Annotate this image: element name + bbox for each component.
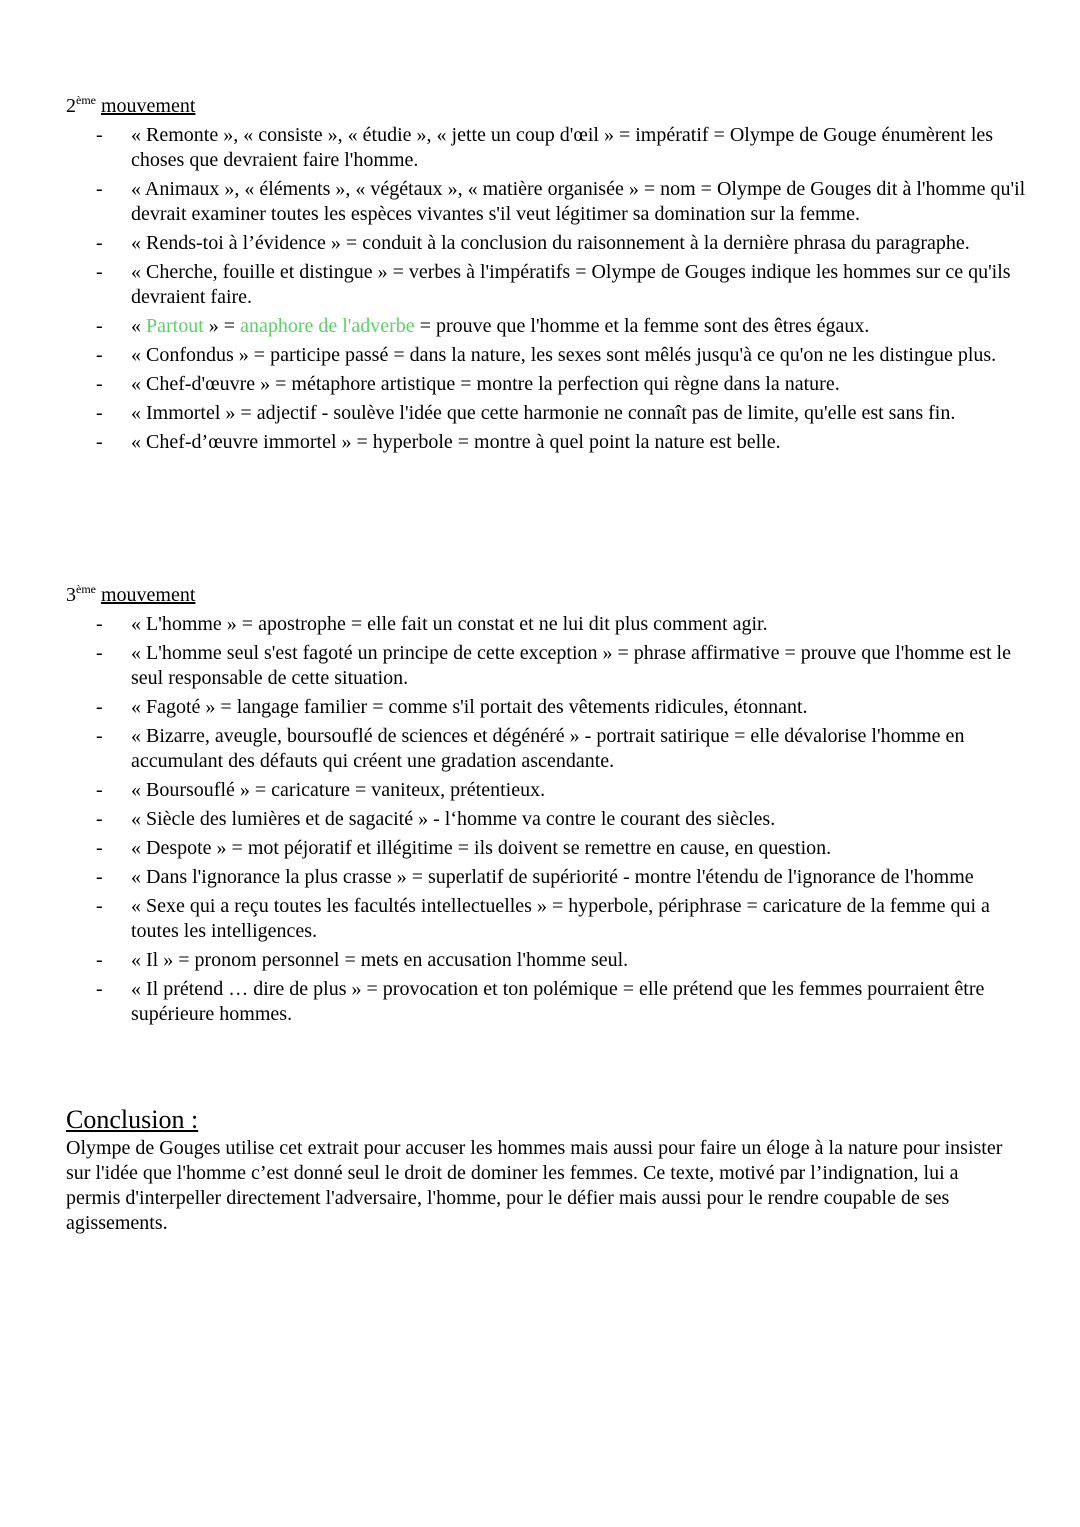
movement-2-section: [66, 94, 1026, 459]
list-item: [66, 724, 1026, 774]
list-item-text: « Remonte », « consiste », « étudie », « jette un coup d'œil » = impératif = Olympe de Gouge énumèrent les choses que devraient faire l'homme.: [131, 124, 994, 171]
list-item-text: « L'homme seul s'est fagoté un principe de cette exception » = phrase affirmative = prouve que l'homme est le seul responsable de cette situation.: [131, 642, 1011, 689]
bullet-dash: -: [96, 344, 103, 366]
list-item-text: « Confondus » = participe passé = dans la nature, les sexes sont mêlés jusqu'à ce qu'on ne les distingue plus.: [131, 344, 997, 366]
movement-3-ordinal: 3: [66, 584, 76, 606]
bullet-dash: -: [96, 808, 103, 830]
list-item: [66, 977, 1026, 1027]
bullet-dash: -: [96, 696, 103, 718]
bullet-dash: -: [96, 613, 103, 635]
text-segment: «: [131, 315, 146, 337]
list-item: [66, 948, 1026, 973]
bullet-dash: -: [96, 124, 103, 146]
list-item-text: « Chef-d’œuvre immortel » = hyperbole = montre à quel point la nature est belle.: [131, 431, 781, 453]
list-item-text: « Boursouflé » = caricature = vaniteux, prétentieux.: [131, 779, 546, 801]
list-item-text: « Sexe qui a reçu toutes les facultés intellectuelles » = hyperbole, périphrase = caricature de la femme qui a toutes les intelligences.: [131, 895, 990, 942]
list-item: [66, 865, 1026, 890]
text-segment: » =: [203, 315, 241, 337]
list-item: [66, 260, 1026, 310]
list-item-text: « Il prétend … dire de plus » = provocation et ton polémique = elle prétend que les femmes pourraient être supérieure hommes.: [131, 978, 985, 1025]
bullet-dash: -: [96, 779, 103, 801]
bullet-dash: -: [96, 642, 103, 664]
bullet-dash: -: [96, 431, 103, 453]
list-item: [66, 231, 1026, 256]
movement-2-list: [66, 123, 1026, 455]
highlighted-phrase: anaphore de l'adverbe: [240, 315, 415, 337]
list-item: [66, 177, 1026, 227]
list-item: [66, 401, 1026, 426]
bullet-dash: -: [96, 402, 103, 424]
list-item: [66, 807, 1026, 832]
list-item-text: [131, 315, 869, 337]
bullet-dash: -: [96, 866, 103, 888]
list-item-text: « Siècle des lumières et de sagacité » - l‘homme va contre le courant des siècles.: [131, 808, 776, 830]
list-item-text: « Dans l'ignorance la plus crasse » = superlatif de supériorité - montre l'étendu de l'ignorance de l'homme: [131, 866, 974, 888]
list-item-text: « Despote » = mot péjoratif et illégitime = ils doivent se remettre en cause, en question.: [131, 837, 832, 859]
list-item-text: « Fagoté » = langage familier = comme s'il portait des vêtements ridicules, étonnant.: [131, 696, 808, 718]
list-item: [66, 894, 1026, 944]
list-item: [66, 778, 1026, 803]
list-item-text: « Chef-d'œuvre » = métaphore artistique = montre la perfection qui règne dans la nature.: [131, 373, 840, 395]
bullet-dash: -: [96, 837, 103, 859]
bullet-dash: -: [96, 373, 103, 395]
bullet-dash: -: [96, 725, 103, 747]
list-item-text: « Il » = pronom personnel = mets en accusation l'homme seul.: [131, 949, 629, 971]
list-item: [66, 836, 1026, 861]
movement-2-title: mouvement: [101, 95, 196, 117]
bullet-dash: -: [96, 978, 103, 1000]
movement-2-ordinal: 2: [66, 95, 76, 117]
movement-3-title: mouvement: [101, 584, 196, 606]
bullet-dash: -: [96, 178, 103, 200]
text-segment: = prouve que l'homme et la femme sont des êtres égaux.: [414, 315, 870, 337]
list-item: [66, 641, 1026, 691]
movement-3-heading: [66, 583, 1026, 608]
list-item: [66, 314, 1026, 339]
conclusion-body: Olympe de Gouges utilise cet extrait pour accuser les hommes mais aussi pour faire un éloge à la nature pour insister sur l'idée que l'homme c’est donné seul le droit de dominer les femmes. Ce texte, motivé par l’indignation, lui a permis d'interpeller directement l'adversaire, l'homme, pour le défier mais aussi pour le rendre coupable de ses agissements.: [66, 1137, 1003, 1234]
list-item-text: « Rends-toi à l’évidence » = conduit à la conclusion du raisonnement à la dernière phrasa du paragraphe.: [131, 232, 970, 254]
list-item: [66, 430, 1026, 455]
bullet-dash: -: [96, 232, 103, 254]
conclusion-title: Conclusion :: [66, 1105, 199, 1134]
list-item: [66, 123, 1026, 173]
list-item-text: « L'homme » = apostrophe = elle fait un constat et ne lui dit plus comment agir.: [131, 613, 768, 635]
bullet-dash: -: [96, 949, 103, 971]
movement-3-list: [66, 612, 1026, 1027]
list-item: [66, 612, 1026, 637]
movement-2-superscript: ème: [76, 93, 96, 107]
movement-3-section: [66, 583, 1026, 1031]
bullet-dash: -: [96, 895, 103, 917]
bullet-dash: -: [96, 315, 103, 337]
highlighted-word: Partout: [146, 315, 204, 337]
list-item-text: « Bizarre, aveugle, boursouflé de sciences et dégénéré » - portrait satirique = elle dévalorise l'homme en accumulant des défauts qui créent une gradation ascendante.: [131, 725, 965, 772]
bullet-dash: -: [96, 261, 103, 283]
list-item: [66, 372, 1026, 397]
movement-2-heading: [66, 94, 1026, 119]
list-item: [66, 343, 1026, 368]
list-item: [66, 695, 1026, 720]
conclusion-section: [66, 1106, 1026, 1236]
list-item-text: « Immortel » = adjectif - soulève l'idée que cette harmonie ne connaît pas de limite, qu'elle est sans fin.: [131, 402, 956, 424]
list-item-text: « Cherche, fouille et distingue » = verbes à l'impératifs = Olympe de Gouges indique les hommes sur ce qu'ils devraient faire.: [131, 261, 1011, 308]
movement-3-superscript: ème: [76, 582, 96, 596]
list-item-text: « Animaux », « éléments », « végétaux », « matière organisée » = nom = Olympe de Gouges dit à l'homme qu'il devrait examiner toutes les espèces vivantes s'il veut légitimer sa domination sur la femme.: [131, 178, 1026, 225]
